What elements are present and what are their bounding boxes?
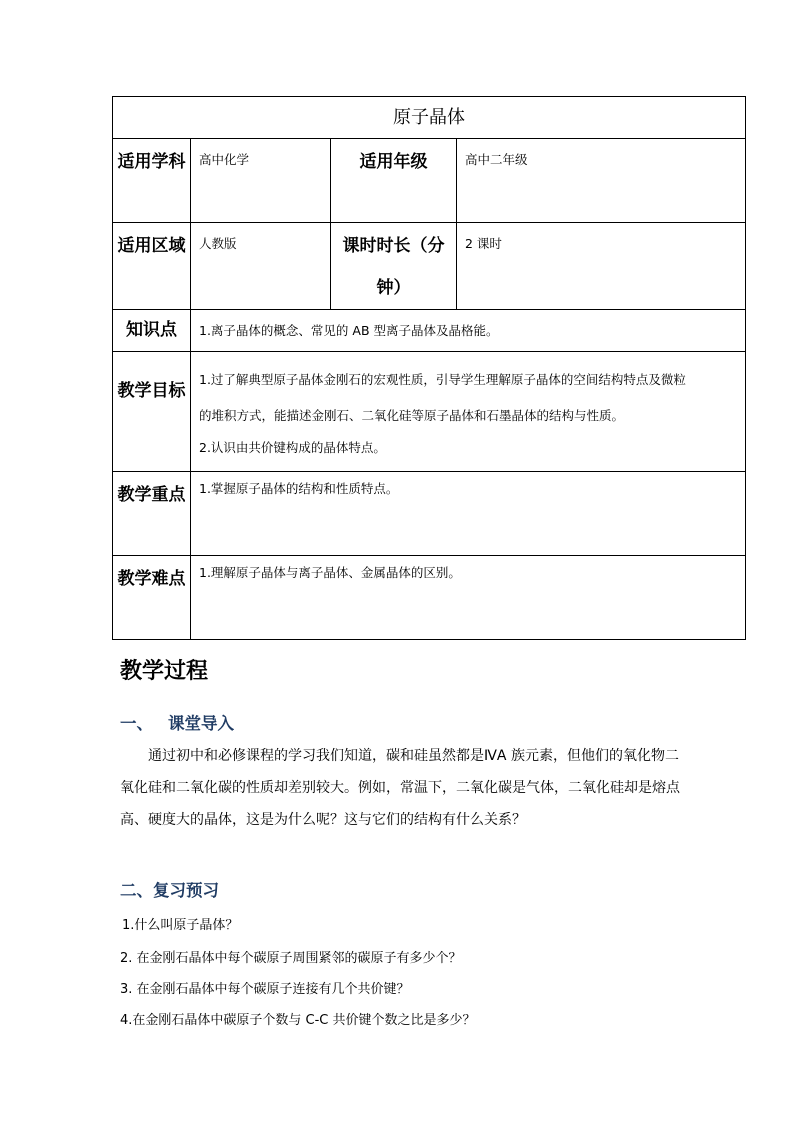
intro-paragraph [120, 740, 690, 836]
subject-value: 高中化学 [191, 139, 331, 223]
key-label: 教学重点 [113, 472, 191, 556]
table-title: 原子晶体 [113, 97, 746, 139]
knowledge-label: 知识点 [113, 310, 191, 352]
duration-label: 课时时长（分钟） [331, 223, 457, 310]
intro-line-2: 氧化硅和二氧化碳的性质却差别较大。例如，常温下，二氧化碳是气体，二氧化硅却是熔点 [120, 780, 680, 796]
section-1-title: 课堂导入 [168, 714, 234, 733]
question-1: 1.什么叫原子晶体？ [122, 918, 239, 933]
section-1-number: 一、 [120, 714, 153, 733]
process-heading: 教学过程 [120, 659, 209, 684]
subject-label: 适用学科 [113, 139, 191, 223]
intro-line-1: 通过初中和必修课程的学习我们知道，碳和硅虽然都是ⅣA 族元素，但他们的氧化物二 [148, 748, 679, 764]
goals-line-3: 2.认识由共价键构成的晶体特点。 [199, 440, 386, 455]
key-value: 1.掌握原子晶体的结构和性质特点。 [191, 472, 746, 556]
question-3: 3. 在金刚石晶体中每个碳原子连接有几个共价键？ [120, 982, 410, 997]
lesson-info-table [112, 96, 746, 640]
section-2-heading: 二、复习预习 [120, 881, 219, 900]
intro-line-3: 高、硬度大的晶体，这是为什么呢？这与它们的结构有什么关系？ [120, 812, 526, 828]
grade-label: 适用年级 [331, 139, 457, 223]
goals-line-1: 1.过了解典型原子晶体金刚石的宏观性质，引导学生理解原子晶体的空间结构特点及微粒 [199, 372, 686, 387]
grade-value: 高中二年级 [457, 139, 746, 223]
difficulty-label: 教学难点 [113, 556, 191, 640]
region-value: 人教版 [191, 223, 331, 310]
region-label: 适用区域 [113, 223, 191, 310]
duration-value: 2 课时 [457, 223, 746, 310]
difficulty-value: 1.理解原子晶体与离子晶体、金属晶体的区别。 [191, 556, 746, 640]
knowledge-value: 1.离子晶体的概念、常见的 AB 型离子晶体及晶格能。 [191, 310, 746, 352]
goals-line-2: 的堆积方式，能描述金刚石、二氧化硅等原子晶体和石墨晶体的结构与性质。 [199, 408, 625, 423]
section-1-heading [120, 710, 234, 734]
question-4: 4.在金刚石晶体中碳原子个数与 C-C 共价键个数之比是多少？ [120, 1013, 476, 1028]
goals-value [191, 352, 746, 472]
goals-label: 教学目标 [113, 352, 191, 472]
question-2: 2. 在金刚石晶体中每个碳原子周围紧邻的碳原子有多少个？ [120, 951, 462, 966]
